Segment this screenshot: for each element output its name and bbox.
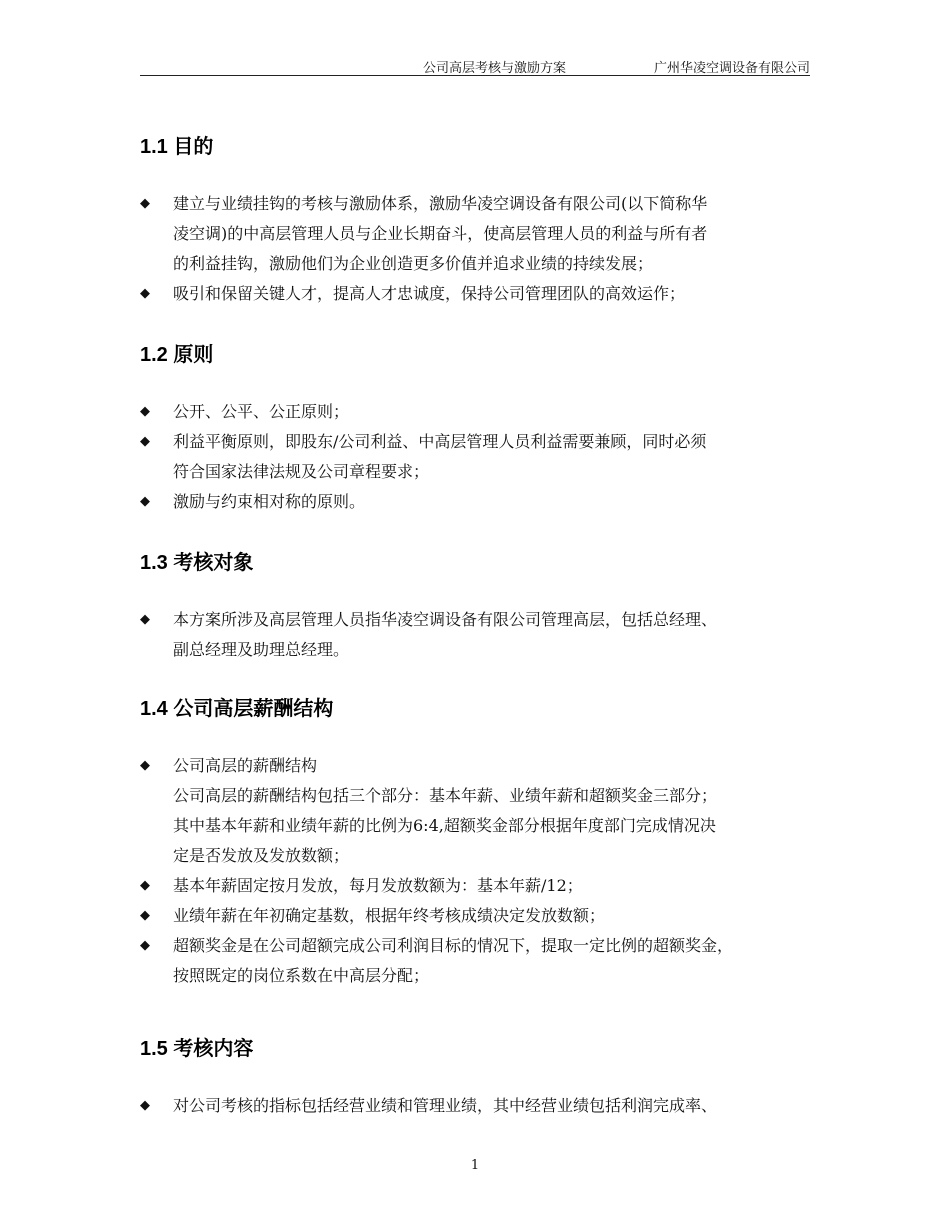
section-title: 1.2 原则 — [140, 344, 214, 366]
section-assessment-targets — [140, 551, 830, 665]
diamond-bullet-icon: ◆ — [140, 1098, 150, 1113]
bullet-item — [140, 751, 830, 871]
section-title: 1.4 公司高层薪酬结构 — [140, 698, 334, 720]
bullet-text-line: 副总经理及助理总经理。 — [173, 640, 350, 659]
header-company: 广州华凌空调设备有限公司 — [653, 61, 810, 76]
section-title: 1.5 考核内容 — [140, 1038, 254, 1060]
diamond-bullet-icon: ◆ — [140, 286, 150, 301]
section-title: 1.3 考核对象 — [140, 552, 254, 574]
bullet-text-line: 公开、公平、公正原则； — [173, 402, 350, 421]
bullet-list — [140, 605, 830, 665]
diamond-bullet-icon: ◆ — [140, 938, 150, 953]
bullet-text-line: 吸引和保留关键人才，提高人才忠诚度，保持公司管理团队的高效运作； — [173, 284, 686, 303]
bullet-list — [140, 397, 830, 517]
bullet-item — [140, 871, 830, 901]
diamond-bullet-icon: ◆ — [140, 758, 150, 773]
bullet-list — [140, 1091, 830, 1121]
page-number: 1 — [470, 1158, 480, 1173]
section-salary-structure — [140, 697, 830, 991]
bullet-item — [140, 1091, 830, 1121]
bullet-item — [140, 189, 830, 279]
bullet-text-line: 超额奖金是在公司超额完成公司利润目标的情况下，提取一定比例的超额奖金， — [173, 936, 734, 955]
bullet-text-line: 建立与业绩挂钩的考核与激励体系，激励华凌空调设备有限公司(以下简称华 — [173, 194, 708, 213]
bullet-list — [140, 189, 830, 309]
bullet-item — [140, 279, 830, 309]
section-title: 1.1 目的 — [140, 136, 214, 158]
bullet-text-line: 定是否发放及发放数额； — [173, 846, 350, 865]
bullet-text-line: 业绩年薪在年初确定基数，根据年终考核成绩决定发放数额； — [173, 906, 606, 925]
bullet-text-line: 的利益挂钩，激励他们为企业创造更多价值并追求业绩的持续发展； — [173, 254, 654, 273]
bullet-text-line: 基本年薪固定按月发放，每月发放数额为：基本年薪/12； — [173, 876, 583, 895]
bullet-text-line: 按照既定的岗位系数在中高层分配； — [173, 966, 430, 985]
bullet-text-line: 其中基本年薪和业绩年薪的比例为6:4,超额奖金部分根据年度部门完成情况决 — [173, 816, 716, 835]
diamond-bullet-icon: ◆ — [140, 494, 150, 509]
diamond-bullet-icon: ◆ — [140, 612, 150, 627]
bullet-text-line: 凌空调)的中高层管理人员与企业长期奋斗，使高层管理人员的利益与所有者 — [173, 224, 708, 243]
diamond-bullet-icon: ◆ — [140, 404, 150, 419]
bullet-text-line: 符合国家法律法规及公司章程要求； — [173, 462, 430, 481]
bullet-text-line: 公司高层的薪酬结构包括三个部分：基本年薪、业绩年薪和超额奖金三部分； — [173, 786, 718, 805]
bullet-item — [140, 487, 830, 517]
diamond-bullet-icon: ◆ — [140, 908, 150, 923]
header-doc-title: 公司高层考核与激励方案 — [423, 61, 567, 76]
bullet-list — [140, 751, 830, 991]
diamond-bullet-icon: ◆ — [140, 196, 150, 211]
bullet-item — [140, 427, 830, 487]
diamond-bullet-icon: ◆ — [140, 878, 150, 893]
diamond-bullet-icon: ◆ — [140, 434, 150, 449]
bullet-item — [140, 931, 830, 991]
section-assessment-content — [140, 1037, 830, 1121]
section-purpose — [140, 135, 830, 309]
bullet-text-line: 激励与约束相对称的原则。 — [173, 492, 366, 511]
bullet-item — [140, 605, 830, 665]
page-header — [140, 55, 810, 76]
bullet-item — [140, 901, 830, 931]
bullet-text-line: 利益平衡原则，即股东/公司利益、中高层管理人员利益需要兼顾，同时必须 — [173, 432, 707, 451]
bullet-text-line: 本方案所涉及高层管理人员指华凌空调设备有限公司管理高层，包括总经理、 — [173, 610, 718, 629]
bullet-item — [140, 397, 830, 427]
bullet-text-line: 公司高层的薪酬结构 — [173, 756, 318, 775]
section-principles — [140, 343, 830, 517]
bullet-text-line: 对公司考核的指标包括经营业绩和管理业绩，其中经营业绩包括利润完成率、 — [173, 1096, 718, 1115]
